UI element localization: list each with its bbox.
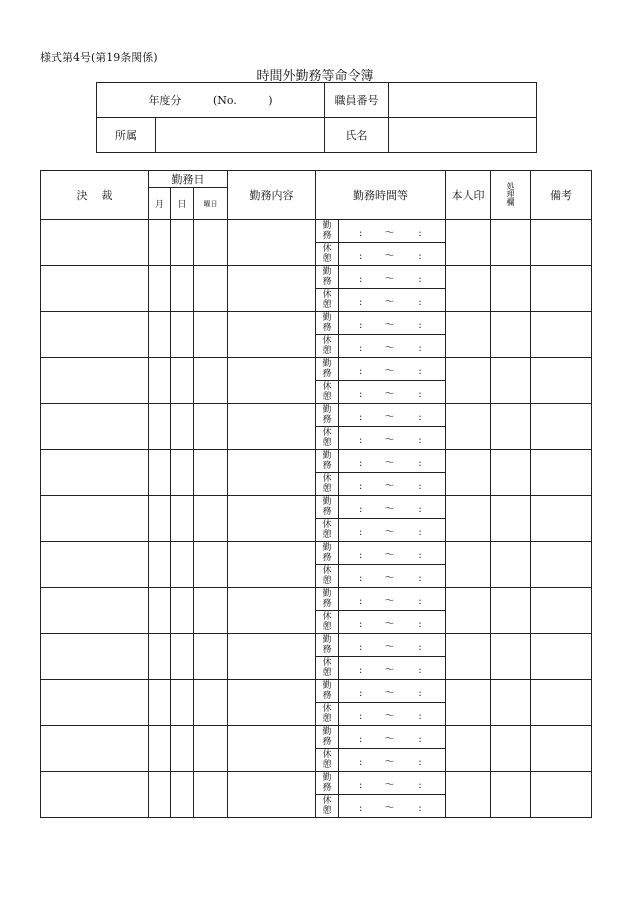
work-content-cell[interactable]: [228, 312, 316, 358]
document-title: 時間外勤務等命令簿: [256, 69, 374, 84]
work-label: 勤 務: [316, 772, 339, 795]
approval-cell[interactable]: [41, 358, 149, 404]
processing-header: 処 理 欄: [491, 171, 531, 220]
header-table: [96, 82, 537, 153]
table-row: [41, 404, 592, 427]
table-row: [41, 772, 592, 795]
remarks-cell[interactable]: [531, 404, 592, 450]
processing-cell[interactable]: [491, 404, 531, 450]
remarks-cell[interactable]: [531, 266, 592, 312]
work-time-field[interactable]: : 〜 :: [339, 496, 446, 519]
approval-cell[interactable]: [41, 542, 149, 588]
approval-cell[interactable]: [41, 588, 149, 634]
day-cell[interactable]: [171, 772, 194, 818]
month-cell[interactable]: [149, 450, 171, 496]
remarks-header: 備考: [531, 171, 592, 220]
approval-cell[interactable]: [41, 266, 149, 312]
day-cell[interactable]: [171, 404, 194, 450]
work-label: 勤 務: [316, 358, 339, 381]
weekday-cell[interactable]: [194, 772, 228, 818]
overtime-order-table: [40, 170, 592, 818]
no-open-label: (No.: [212, 94, 237, 107]
seal-cell[interactable]: [446, 542, 491, 588]
processing-cell[interactable]: [491, 358, 531, 404]
rest-label: 休 憩: [316, 427, 339, 450]
work-label: 勤 務: [316, 450, 339, 473]
rest-time-field[interactable]: : 〜 :: [339, 381, 446, 404]
work-content-cell[interactable]: [228, 358, 316, 404]
work-time-field[interactable]: : 〜 :: [339, 680, 446, 703]
table-row: [41, 680, 592, 703]
approval-cell[interactable]: [41, 680, 149, 726]
table-row: [41, 450, 592, 473]
work-label: 勤 務: [316, 726, 339, 749]
processing-cell[interactable]: [491, 726, 531, 772]
day-cell[interactable]: [171, 726, 194, 772]
rest-time-field[interactable]: : 〜 :: [339, 427, 446, 450]
rest-label: 休 憩: [316, 749, 339, 772]
day-header: 日: [171, 188, 194, 220]
fiscal-year-cell[interactable]: [97, 83, 325, 118]
name-field[interactable]: [389, 118, 537, 153]
weekday-cell[interactable]: [194, 726, 228, 772]
seal-cell[interactable]: [446, 358, 491, 404]
seal-cell[interactable]: [446, 772, 491, 818]
work-content-cell[interactable]: [228, 542, 316, 588]
work-content-cell[interactable]: [228, 450, 316, 496]
remarks-cell[interactable]: [531, 634, 592, 680]
weekday-cell[interactable]: [194, 588, 228, 634]
remarks-cell[interactable]: [531, 772, 592, 818]
approval-cell[interactable]: [41, 450, 149, 496]
weekday-cell[interactable]: [194, 680, 228, 726]
table-row: [41, 726, 592, 749]
work-day-header: 勤務日: [149, 171, 228, 188]
weekday-cell[interactable]: [194, 634, 228, 680]
approval-cell[interactable]: [41, 496, 149, 542]
remarks-cell[interactable]: [531, 220, 592, 266]
work-label: 勤 務: [316, 496, 339, 519]
processing-cell[interactable]: [491, 588, 531, 634]
staff-number-label: 職員番号: [325, 83, 389, 118]
table-row: [41, 542, 592, 565]
rest-time-field[interactable]: : 〜 :: [339, 657, 446, 680]
seal-cell[interactable]: [446, 450, 491, 496]
no-close-label: ): [268, 94, 273, 107]
approval-cell[interactable]: [41, 772, 149, 818]
table-row: [41, 588, 592, 611]
work-time-field[interactable]: : 〜 :: [339, 220, 446, 243]
table-row: [41, 312, 592, 335]
remarks-cell[interactable]: [531, 496, 592, 542]
month-header: 月: [149, 188, 171, 220]
work-time-field[interactable]: : 〜 :: [339, 772, 446, 795]
month-cell[interactable]: [149, 726, 171, 772]
work-content-cell[interactable]: [228, 634, 316, 680]
day-cell[interactable]: [171, 450, 194, 496]
rest-label: 休 憩: [316, 703, 339, 726]
processing-cell[interactable]: [491, 496, 531, 542]
seal-cell[interactable]: [446, 588, 491, 634]
work-time-field[interactable]: : 〜 :: [339, 588, 446, 611]
fiscal-year-label: 年度分: [148, 94, 182, 107]
weekday-cell[interactable]: [194, 404, 228, 450]
day-cell[interactable]: [171, 220, 194, 266]
work-label: 勤 務: [316, 404, 339, 427]
rest-label: 休 憩: [316, 611, 339, 634]
weekday-cell[interactable]: [194, 312, 228, 358]
remarks-cell[interactable]: [531, 542, 592, 588]
seal-cell[interactable]: [446, 312, 491, 358]
work-content-cell[interactable]: [228, 680, 316, 726]
rest-time-field[interactable]: : 〜 :: [339, 243, 446, 266]
weekday-cell[interactable]: [194, 542, 228, 588]
rest-time-field[interactable]: : 〜 :: [339, 519, 446, 542]
affiliation-field[interactable]: [156, 118, 325, 153]
month-cell[interactable]: [149, 312, 171, 358]
rest-label: 休 憩: [316, 243, 339, 266]
rest-label: 休 憩: [316, 335, 339, 358]
seal-cell[interactable]: [446, 634, 491, 680]
name-label: 氏名: [325, 118, 389, 153]
work-content-cell[interactable]: [228, 220, 316, 266]
work-time-field[interactable]: : 〜 :: [339, 266, 446, 289]
rest-time-field[interactable]: : 〜 :: [339, 473, 446, 496]
day-cell[interactable]: [171, 312, 194, 358]
processing-cell[interactable]: [491, 772, 531, 818]
processing-cell[interactable]: [491, 542, 531, 588]
month-cell[interactable]: [149, 634, 171, 680]
rest-label: 休 憩: [316, 657, 339, 680]
approval-cell[interactable]: [41, 312, 149, 358]
weekday-header: 曜日: [194, 188, 228, 220]
seal-cell[interactable]: [446, 404, 491, 450]
month-cell[interactable]: [149, 588, 171, 634]
approval-cell[interactable]: [41, 404, 149, 450]
approval-header: 決 裁: [41, 171, 149, 220]
remarks-cell[interactable]: [531, 312, 592, 358]
table-row: [41, 496, 592, 519]
work-content-cell[interactable]: [228, 266, 316, 312]
remarks-cell[interactable]: [531, 726, 592, 772]
work-label: 勤 務: [316, 312, 339, 335]
work-label: 勤 務: [316, 266, 339, 289]
weekday-cell[interactable]: [194, 266, 228, 312]
remarks-cell[interactable]: [531, 588, 592, 634]
work-time-field[interactable]: : 〜 :: [339, 450, 446, 473]
approval-cell[interactable]: [41, 726, 149, 772]
table-row: [41, 634, 592, 657]
work-content-cell[interactable]: [228, 588, 316, 634]
processing-cell[interactable]: [491, 680, 531, 726]
weekday-cell[interactable]: [194, 220, 228, 266]
rest-label: 休 憩: [316, 381, 339, 404]
rest-label: 休 憩: [316, 565, 339, 588]
work-time-field[interactable]: : 〜 :: [339, 404, 446, 427]
rest-time-field[interactable]: : 〜 :: [339, 565, 446, 588]
work-hours-header: 勤務時間等: [316, 171, 446, 220]
work-content-header: 勤務内容: [228, 171, 316, 220]
remarks-cell[interactable]: [531, 358, 592, 404]
work-content-cell[interactable]: [228, 404, 316, 450]
month-cell[interactable]: [149, 772, 171, 818]
work-time-field[interactable]: : 〜 :: [339, 542, 446, 565]
seal-cell[interactable]: [446, 496, 491, 542]
day-cell[interactable]: [171, 266, 194, 312]
work-content-cell[interactable]: [228, 772, 316, 818]
rest-label: 休 憩: [316, 795, 339, 818]
day-cell[interactable]: [171, 496, 194, 542]
seal-cell[interactable]: [446, 726, 491, 772]
table-row: [41, 358, 592, 381]
rest-time-field[interactable]: : 〜 :: [339, 795, 446, 818]
work-time-field[interactable]: : 〜 :: [339, 726, 446, 749]
approval-cell[interactable]: [41, 220, 149, 266]
processing-cell[interactable]: [491, 450, 531, 496]
processing-cell[interactable]: [491, 312, 531, 358]
month-cell[interactable]: [149, 496, 171, 542]
rest-label: 休 憩: [316, 519, 339, 542]
approval-cell[interactable]: [41, 634, 149, 680]
month-cell[interactable]: [149, 266, 171, 312]
processing-cell[interactable]: [491, 634, 531, 680]
affiliation-label: 所属: [97, 118, 156, 153]
table-row: [41, 266, 592, 289]
day-cell[interactable]: [171, 680, 194, 726]
rest-time-field[interactable]: : 〜 :: [339, 703, 446, 726]
day-cell[interactable]: [171, 358, 194, 404]
work-label: 勤 務: [316, 680, 339, 703]
work-time-field[interactable]: : 〜 :: [339, 634, 446, 657]
seal-header: 本人印: [446, 171, 491, 220]
form-number: 様式第4号(第19条関係): [40, 51, 158, 64]
rest-time-field[interactable]: : 〜 :: [339, 611, 446, 634]
weekday-cell[interactable]: [194, 358, 228, 404]
rest-time-field[interactable]: : 〜 :: [339, 749, 446, 772]
work-label: 勤 務: [316, 588, 339, 611]
month-cell[interactable]: [149, 542, 171, 588]
remarks-cell[interactable]: [531, 680, 592, 726]
rest-time-field[interactable]: : 〜 :: [339, 335, 446, 358]
month-cell[interactable]: [149, 220, 171, 266]
day-cell[interactable]: [171, 588, 194, 634]
day-cell[interactable]: [171, 634, 194, 680]
seal-cell[interactable]: [446, 680, 491, 726]
weekday-cell[interactable]: [194, 450, 228, 496]
work-time-field[interactable]: : 〜 :: [339, 312, 446, 335]
day-cell[interactable]: [171, 542, 194, 588]
rest-label: 休 憩: [316, 289, 339, 312]
month-cell[interactable]: [149, 358, 171, 404]
work-content-cell[interactable]: [228, 726, 316, 772]
weekday-cell[interactable]: [194, 496, 228, 542]
rest-label: 休 憩: [316, 473, 339, 496]
processing-cell[interactable]: [491, 220, 531, 266]
staff-number-field[interactable]: [389, 83, 537, 118]
seal-cell[interactable]: [446, 266, 491, 312]
work-label: 勤 務: [316, 634, 339, 657]
work-time-field[interactable]: : 〜 :: [339, 358, 446, 381]
rest-time-field[interactable]: : 〜 :: [339, 289, 446, 312]
month-cell[interactable]: [149, 680, 171, 726]
table-row: [41, 220, 592, 243]
work-label: 勤 務: [316, 542, 339, 565]
seal-cell[interactable]: [446, 220, 491, 266]
month-cell[interactable]: [149, 404, 171, 450]
work-content-cell[interactable]: [228, 496, 316, 542]
remarks-cell[interactable]: [531, 450, 592, 496]
work-label: 勤 務: [316, 220, 339, 243]
processing-cell[interactable]: [491, 266, 531, 312]
